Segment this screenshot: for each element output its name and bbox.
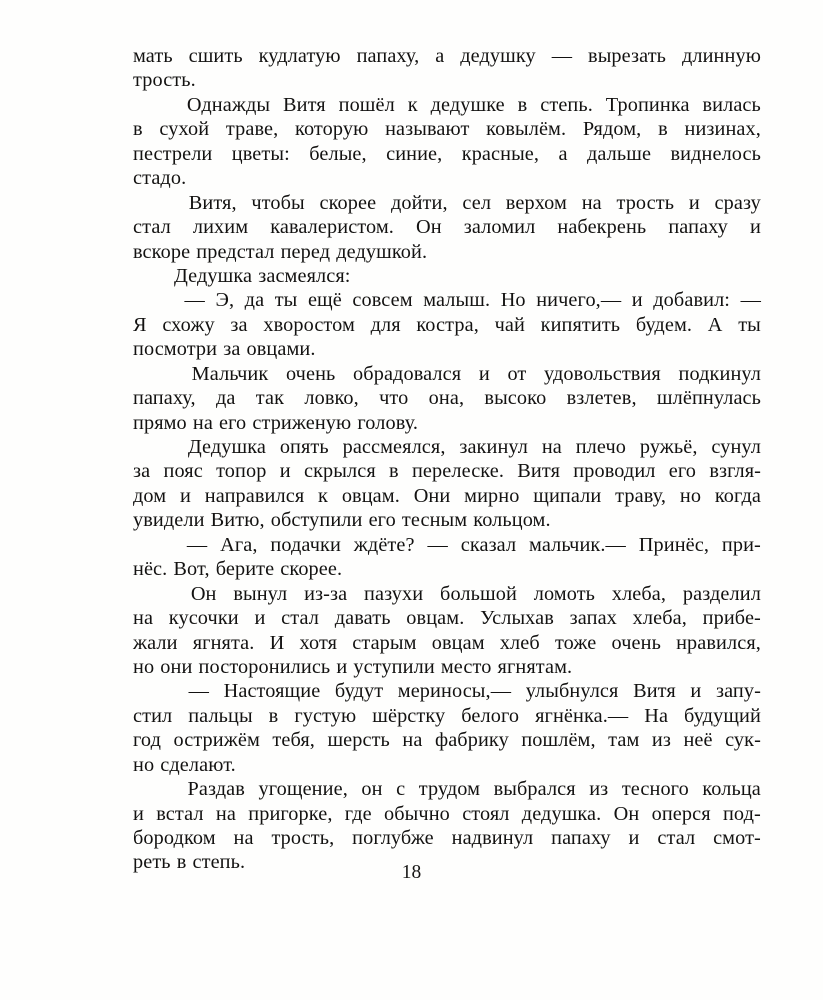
word: ничего,—: [536, 289, 622, 312]
word: шерсть: [327, 729, 390, 752]
word: на: [192, 411, 213, 434]
word: пригорке,: [248, 802, 333, 825]
word: белые,: [309, 142, 367, 165]
paragraph-indent: [133, 191, 174, 215]
word: добавил:: [653, 289, 731, 312]
word: белого: [461, 704, 520, 727]
text-line: [133, 533, 761, 557]
text-line: [133, 508, 761, 532]
word: хлеб: [499, 631, 540, 654]
word: будущий: [684, 704, 761, 727]
text-line: [133, 753, 761, 777]
word: дальше: [586, 142, 652, 165]
word: старым: [352, 631, 417, 654]
word: из: [589, 778, 609, 801]
word: стил: [133, 704, 173, 727]
word: закинул: [459, 436, 528, 458]
word: Настоящие: [223, 680, 321, 703]
word: реть: [133, 851, 171, 874]
text-line: [133, 557, 761, 581]
word: взгля-: [709, 460, 761, 483]
word: ягнёнка.—: [535, 704, 629, 727]
word: стал: [657, 827, 696, 849]
word: его: [368, 509, 396, 532]
word: кусочки: [168, 607, 239, 630]
word: и: [688, 191, 700, 214]
text-line: [133, 435, 761, 459]
paragraph-indent: [133, 435, 174, 459]
word: хлеба,: [632, 607, 687, 630]
word: лихим: [192, 216, 249, 239]
word: Мальчик: [191, 362, 269, 385]
text-line: [133, 459, 761, 483]
word: в: [176, 851, 187, 874]
word: ружьё,: [639, 436, 698, 458]
word: вынул: [233, 582, 288, 605]
word: Витю,: [210, 509, 265, 532]
word: костра,: [416, 313, 479, 336]
word: стал: [281, 607, 319, 630]
word: но: [679, 484, 702, 507]
paragraph-indent: [133, 362, 174, 386]
word: папаху: [551, 827, 611, 849]
word: опять: [279, 436, 329, 458]
word: Дедушка: [187, 436, 266, 458]
word: год: [133, 729, 161, 752]
word: —: [551, 45, 573, 67]
word: мериносы,—: [397, 680, 512, 703]
word: дедушка.: [521, 802, 602, 825]
word: сел: [462, 191, 492, 214]
word: Он: [416, 216, 442, 239]
word: красные,: [461, 142, 540, 165]
word: его: [668, 460, 697, 483]
word: за: [133, 460, 151, 483]
word: хотя: [299, 631, 338, 654]
word: проводил: [573, 460, 656, 483]
word: —: [186, 533, 208, 556]
word: тесного: [621, 778, 689, 801]
word: и: [628, 827, 640, 849]
text-line: [133, 166, 761, 190]
word: бородком: [133, 827, 216, 849]
word: Однажды: [186, 93, 271, 116]
word: перелеске.: [411, 460, 505, 483]
word: Принёс,: [638, 533, 710, 556]
word: его: [219, 411, 247, 434]
word: уступили: [353, 655, 435, 678]
word: в: [658, 118, 668, 141]
word: да: [244, 289, 265, 312]
word: пояс: [163, 460, 203, 483]
word: на: [133, 607, 154, 630]
word: голову.: [357, 411, 419, 434]
word: ты: [738, 313, 761, 336]
word: Ага,: [220, 533, 258, 556]
paragraph-indent: [133, 533, 174, 557]
text-line: [133, 655, 761, 679]
word: дедушку: [460, 45, 536, 67]
word: перед: [280, 240, 331, 263]
word: угощение,: [258, 778, 348, 801]
word: нёс.: [133, 558, 168, 581]
word: сделают.: [160, 753, 236, 776]
word: очень: [611, 631, 661, 654]
word: там: [608, 729, 640, 752]
text-line: [133, 777, 761, 801]
word: виднелось: [670, 142, 761, 165]
word: оперся: [651, 802, 711, 825]
word: вскоре: [133, 240, 191, 263]
paragraph-indent: [133, 679, 174, 703]
word: хворостом: [263, 313, 355, 336]
word: поглубже: [352, 827, 434, 849]
word: так: [255, 387, 285, 410]
word: овцам.: [406, 607, 465, 630]
word: дом: [133, 484, 167, 507]
text-line: [133, 191, 761, 215]
text-line: [133, 679, 761, 703]
word: кавалеристом.: [270, 216, 394, 239]
word: запах: [569, 607, 617, 630]
word: Они: [413, 484, 451, 507]
word: стриженую: [252, 411, 352, 434]
word: Раздав: [187, 778, 245, 801]
text-line: [133, 631, 761, 655]
word: рассмеялся,: [342, 436, 446, 458]
page-number: 18: [401, 862, 422, 883]
word: смот-: [713, 827, 761, 849]
word: посторонились: [198, 655, 331, 678]
word: а: [558, 142, 568, 165]
text-line: [133, 264, 761, 288]
word: ягнята.: [192, 631, 255, 654]
word: Он: [190, 582, 217, 605]
word: которую: [295, 118, 369, 141]
paragraph-indent: [133, 264, 174, 288]
word: с: [396, 778, 406, 801]
word: мирно: [464, 484, 520, 507]
word: скорее: [319, 191, 377, 214]
word: сразу: [714, 191, 761, 214]
word: прямо: [133, 411, 187, 434]
word: запу-: [715, 680, 761, 703]
word: подачки: [270, 533, 341, 556]
word: ты: [274, 289, 298, 312]
word: фабрику: [434, 729, 509, 752]
word: щипали: [533, 484, 602, 507]
word: и: [133, 802, 144, 825]
word: от: [507, 362, 527, 385]
word: к: [318, 484, 329, 507]
word: сунул: [711, 436, 761, 458]
word: овцами.: [246, 338, 316, 361]
word: дедушкой.: [336, 240, 428, 263]
word: увидели: [133, 509, 205, 532]
word: малыш.: [423, 289, 491, 312]
word: за: [230, 313, 248, 336]
word: длинную: [681, 45, 761, 67]
text-line: [133, 802, 761, 826]
word: плечо: [575, 436, 627, 458]
word: кольца: [702, 778, 761, 801]
word: и: [336, 655, 348, 678]
word: Витя: [517, 460, 561, 483]
word: трость,: [271, 827, 335, 849]
word: обрадовался: [353, 362, 462, 385]
word: место: [440, 655, 492, 678]
word: —: [740, 289, 761, 312]
word: стоял: [462, 802, 510, 825]
word: Рядом,: [582, 118, 642, 141]
word: под-: [722, 802, 761, 825]
word: будут: [334, 680, 384, 703]
text-line: [133, 606, 761, 630]
word: кипятить: [540, 313, 621, 336]
text-line: [133, 728, 761, 752]
word: траву,: [615, 484, 667, 507]
word: топор: [216, 460, 267, 483]
word: на: [215, 802, 236, 825]
word: тебя,: [272, 729, 315, 752]
text-line: [133, 117, 761, 141]
text-line: [133, 484, 761, 508]
word: в: [389, 460, 399, 483]
word: большой: [440, 582, 517, 605]
word: тесным: [401, 509, 468, 532]
word: синие,: [386, 142, 443, 165]
word: да: [215, 387, 236, 410]
word: тоже: [554, 631, 597, 654]
word: дойти,: [390, 191, 448, 214]
word: папаху,: [133, 387, 196, 410]
word: верхом: [505, 191, 567, 214]
word: низинах,: [684, 118, 761, 141]
word: Витя: [633, 680, 676, 703]
word: набекрень: [557, 216, 647, 239]
paragraph-indent: [133, 582, 174, 606]
word: Тропинка: [605, 93, 690, 116]
word: в: [517, 93, 528, 116]
text-line: [133, 582, 761, 606]
word: мальчик.—: [529, 533, 626, 556]
word: что: [379, 387, 409, 410]
word: кудлатую: [258, 45, 341, 67]
text-line: [133, 337, 761, 361]
word: стал: [133, 216, 171, 239]
word: на: [581, 191, 602, 214]
word: и: [478, 362, 490, 385]
word: нравился,: [676, 631, 761, 654]
word: Я: [133, 313, 147, 336]
word: встал: [156, 802, 204, 825]
word: из: [651, 729, 671, 752]
word: вилась: [702, 93, 761, 116]
word: предстал: [196, 240, 275, 263]
word: трудом: [418, 778, 481, 801]
word: Витя,: [188, 191, 237, 214]
word: берите: [215, 558, 275, 581]
word: овцам: [431, 631, 485, 654]
word: будем.: [635, 313, 693, 336]
word: жали: [133, 631, 178, 654]
word: и: [631, 289, 643, 312]
word: На: [644, 704, 669, 727]
word: обступили: [270, 509, 363, 532]
word: разделил: [682, 582, 761, 605]
word: ягнятам.: [497, 655, 573, 678]
word: Э,: [215, 289, 235, 312]
word: хлеба,: [611, 582, 667, 605]
word: направился: [204, 484, 305, 507]
word: густую: [294, 704, 357, 727]
word: —: [184, 289, 205, 312]
word: траве,: [225, 118, 279, 141]
text-line: [133, 386, 761, 410]
text-line: [133, 240, 761, 264]
word: трость: [616, 191, 675, 214]
word: и: [254, 607, 266, 630]
text-line: [133, 93, 761, 117]
word: сшить: [188, 45, 243, 67]
word: на: [233, 827, 254, 849]
word: и: [749, 216, 761, 239]
word: в: [268, 704, 279, 727]
word: шлёпнулась: [656, 387, 761, 410]
word: давать: [334, 607, 391, 630]
word: схожу: [162, 313, 215, 336]
word: Услыхав: [480, 607, 554, 630]
word: пошлём,: [521, 729, 596, 752]
word: и: [180, 484, 191, 507]
text-line: [133, 215, 761, 239]
word: выбрался: [493, 778, 576, 801]
word: Витя: [283, 93, 326, 116]
word: папаху,: [356, 45, 420, 67]
word: на: [402, 729, 423, 752]
word: острижём: [173, 729, 260, 752]
word: она,: [428, 387, 465, 410]
word: взлетев,: [566, 387, 637, 410]
word: из-за: [304, 582, 348, 605]
word: пазухи: [364, 582, 424, 605]
word: высоко: [484, 387, 547, 410]
word: —: [188, 680, 209, 703]
word: но: [133, 655, 155, 678]
paragraph-indent: [133, 777, 174, 801]
word: при-: [721, 533, 761, 556]
word: ковылём.: [486, 118, 567, 141]
paragraph-indent: [133, 93, 174, 117]
word: папаху: [668, 216, 728, 239]
word: посмотри: [133, 338, 218, 361]
text-line: [133, 704, 761, 728]
word: и: [690, 680, 702, 703]
word: Вот,: [173, 558, 210, 581]
word: а: [435, 45, 445, 67]
word: за: [223, 338, 241, 361]
word: —: [427, 533, 448, 556]
word: прибе-: [702, 607, 761, 630]
word: улыбнулся: [525, 680, 619, 703]
word: когда: [714, 484, 761, 507]
text-line: [133, 68, 761, 92]
word: вырезать: [588, 45, 667, 67]
word: трость.: [133, 69, 196, 92]
word: степь.: [192, 851, 246, 874]
word: ждёте?: [353, 533, 415, 556]
word: для: [370, 313, 401, 336]
word: скрылся: [303, 460, 376, 483]
page-text-body: [133, 44, 761, 875]
word: пошёл: [338, 93, 395, 116]
word: чтобы: [251, 191, 305, 214]
word: засмеялся:: [258, 264, 351, 287]
word: пальцы: [188, 704, 253, 727]
word: к: [407, 93, 418, 116]
word: степь.: [540, 93, 593, 116]
word: стадо.: [133, 167, 187, 190]
word: совсем: [352, 289, 413, 312]
text-line: [133, 44, 761, 68]
word: они: [160, 655, 193, 678]
word: сук-: [725, 729, 761, 752]
word: шёрстку: [372, 704, 446, 727]
word: обычно: [384, 802, 450, 825]
word: сухой: [159, 118, 210, 141]
word: ещё: [307, 289, 342, 312]
word: в: [133, 118, 143, 141]
word: мать: [133, 45, 173, 67]
word: Он: [613, 802, 640, 825]
word: заломил: [463, 216, 536, 239]
word: ломоть: [533, 582, 596, 605]
text-line: [133, 362, 761, 386]
word: где: [344, 802, 372, 825]
text-line: [133, 142, 761, 166]
word: и: [279, 460, 291, 483]
word: подкинул: [678, 362, 761, 385]
word: сказал: [460, 533, 517, 556]
word: он: [361, 778, 383, 801]
word: неё: [683, 729, 713, 752]
word: удовольствия: [544, 362, 661, 385]
word: А: [707, 313, 723, 336]
text-line: [133, 411, 761, 435]
word: называют: [385, 118, 470, 141]
word: овцам.: [341, 484, 400, 507]
word: но: [133, 753, 155, 776]
word: надвинул: [451, 827, 534, 849]
word: на: [541, 436, 562, 458]
word: И: [269, 631, 285, 654]
word: чай: [494, 313, 525, 336]
word: Дедушка: [174, 264, 253, 287]
word: дедушке: [430, 93, 505, 116]
word: ловко,: [304, 387, 359, 410]
word: скорее.: [280, 558, 343, 581]
text-line: [133, 288, 761, 312]
text-line: [133, 313, 761, 337]
text-line: [133, 826, 761, 850]
word: пестрели: [133, 142, 213, 165]
word: Но: [500, 289, 526, 312]
word: цветы:: [231, 142, 290, 165]
word: очень: [285, 362, 336, 385]
paragraph-indent: [133, 288, 174, 312]
word: кольцом.: [473, 509, 551, 532]
